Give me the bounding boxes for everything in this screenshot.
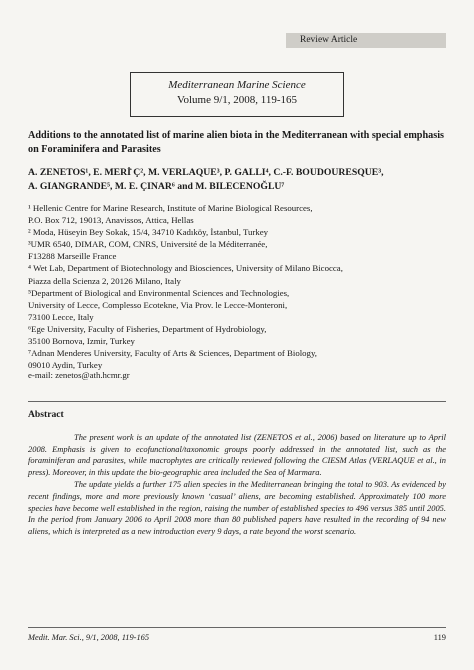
footer-divider: [28, 627, 446, 628]
affiliation-line: ⁷Adnan Menderes University, Faculty of Arts & Sciences, Department of Biology,: [28, 348, 317, 359]
page-number: 119: [433, 633, 446, 642]
divider: [28, 401, 446, 402]
abstract-paragraph: The update yields a further 175 alien species in the Mediterranean bringing the total to 903. As evidenced by recent findings, more and more previously known ‘casual’ aliens, are becoming established. Approximately 100 more species have become well established in the region, raising the number of established species to 496 versus 385 until 2005. In the period from January 2006 to April 2008 more than 80 published papers have resulted in the recording of 94 new aliens, which is interpreted as a new introduction every 9 days, a rate beyond the worst scenario.: [28, 479, 446, 536]
footer-citation: Medit. Mar. Sci., 9/1, 2008, 119-165: [28, 633, 150, 642]
authors-line: A. ZENETOS¹, E. MERİ̇ Ç², M. VERLAQUE³, P. GALLI⁴, C.-F. BOUDOURESQUE³,: [28, 167, 384, 178]
affiliation-line: ⁶Ege University, Faculty of Fisheries, Department of Hydrobiology,: [28, 323, 267, 334]
affiliation-line: Piazza della Scienza 2, 20126 Milano, Italy: [28, 275, 181, 286]
journal-title: Mediterranean Marine Science: [168, 79, 306, 91]
abstract-heading: Abstract: [28, 409, 64, 420]
affiliation-line: 35100 Bornova, Izmir, Turkey: [28, 336, 135, 347]
abstract-paragraph: The present work is an update of the annotated list (ZENETOS et al., 2006) based on literature up to April 2008. Emphasis is given to ecofunctional/taxonomic groups poorly addressed in the annotated list, such as the foraminiferan and parasites, while macrophytes are critically reviewed following the CIESM Atlas (VERLAQUE et al., in press). Moreover, in this update the bio-geographic area included the Sea of Marmara.: [28, 432, 446, 477]
affiliation-line: ¹ Hellenic Centre for Marine Research, Institute of Marine Biological Resources,: [28, 203, 313, 213]
affiliation-line: ³UMR 6540, DIMAR, COM, CNRS, Université de la Méditerranée,: [28, 239, 268, 250]
affiliation-line: F13288 Marseille France: [28, 251, 117, 262]
affiliation-line: 09010 Aydin, Turkey: [28, 360, 103, 371]
affiliation-line: ⁴ Wet Lab, Department of Biotechnology and Biosciences, University of Milano Bicocca,: [28, 263, 343, 274]
journal-volume: Volume 9/1, 2008, 119-165: [176, 94, 298, 106]
contact-email: e-mail: zenetos@ath.hcmr.gr: [28, 370, 130, 380]
affiliation-line: P.O. Box 712, 19013, Anavissos, Attica, Hellas: [28, 215, 194, 226]
affiliation-line: ⁵Department of Biological and Environmental Sciences and Technologies,: [28, 287, 290, 298]
article-type-tag: Review Article: [286, 33, 446, 48]
affiliations: [28, 202, 448, 371]
paper-title: Additions to the annotated list of marine alien biota in the Mediterranean with special emphasis on Foraminifera and Parasites: [28, 130, 444, 155]
abstract-body: [28, 432, 446, 538]
affiliation-line: University of Lecce, Complesso Ecotekne, Via Prov. le Lecce-Monteroni,: [28, 299, 288, 310]
authors: [28, 166, 448, 194]
journal-box: [130, 72, 344, 117]
affiliation-line: 73100 Lecce, Italy: [28, 311, 94, 322]
affiliation-line: ² Moda, Hüseyin Bey Sokak, 15/4, 34710 Kadıköy, İstanbul, Turkey: [28, 227, 269, 238]
authors-line: A. GIANGRANDE⁵, M. E. ÇINAR⁶ and M. BILECENOĞLU⁷: [28, 181, 285, 192]
